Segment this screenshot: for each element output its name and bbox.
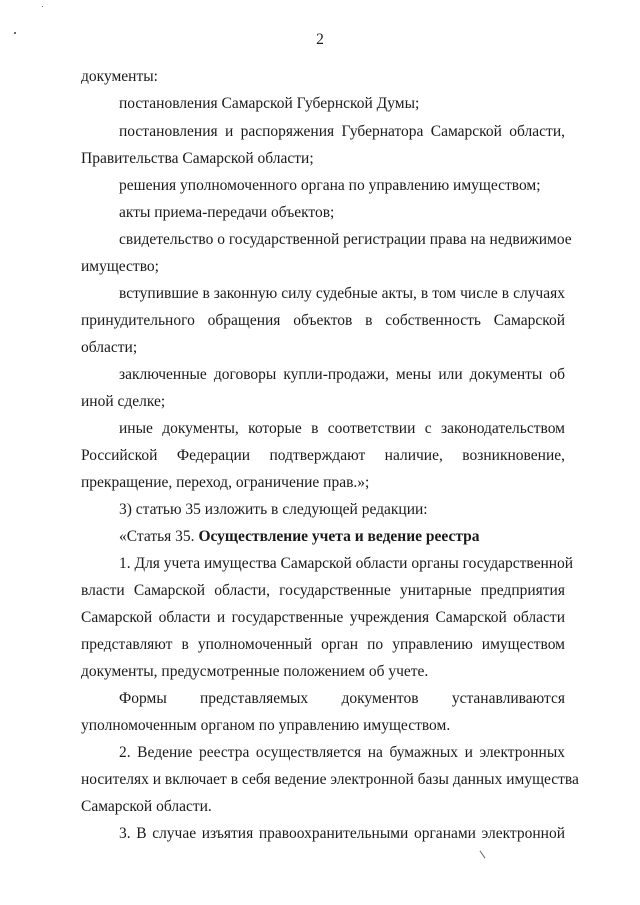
scan-speck: [14, 32, 16, 34]
text-line: постановления Самарской Губернской Думы;: [119, 95, 420, 112]
word: представляемых: [200, 690, 309, 707]
text-line: имущество;: [81, 258, 159, 275]
text-line: Правительства Самарской области;: [81, 150, 314, 167]
text-line: иной сделке;: [81, 393, 166, 410]
text-line: прекращение, переход, ограничение прав.»;: [81, 474, 370, 491]
text-line: постановления и распоряжения Губернатора Самарской области,: [119, 123, 565, 140]
text-line: Российской Федерации подтверждают наличие, возникновение,: [81, 447, 565, 464]
scan-mark-line: [480, 851, 486, 859]
text-line: носителях и включает в себя ведение электронной базы данных имущества: [81, 771, 579, 788]
text-line: области;: [81, 339, 138, 356]
text-line: представляют в уполномоченный орган по управлению имуществом: [81, 636, 565, 653]
text-line: документы, предусмотренные положением об учете.: [81, 663, 429, 680]
article-heading-line: [119, 526, 565, 548]
word: документов: [341, 690, 419, 707]
scan-speck: [42, 6, 43, 7]
text-line: вступившие в законную силу судебные акты, в том числе в случаях: [119, 285, 565, 302]
article-title: Осуществление учета и ведение реестра: [198, 528, 480, 545]
text-line: уполномоченным органом по управлению имуществом.: [81, 717, 451, 734]
text-line: [119, 688, 565, 710]
text-line: 2. Ведение реестра осуществляется на бумажных и электронных: [119, 744, 565, 761]
text-line: свидетельство о государственной регистрации права на недвижимое: [119, 231, 572, 248]
text-line: власти Самарской области, государственные унитарные предприятия: [81, 582, 565, 599]
article-number: «Статья 35.: [119, 528, 199, 545]
text-line: 1. Для учета имущества Самарской области органы государственной: [119, 555, 574, 572]
text-line: иные документы, которые в соответствии с законодательством: [119, 420, 565, 437]
text-line: принудительного обращения объектов в собственность Самарской: [81, 312, 565, 329]
text-line: 3. В случае изъятия правоохранительными органами электронной: [119, 825, 565, 842]
text-line: заключенные договоры купли-продажи, мены или документы об: [119, 366, 565, 383]
text-line: Самарской области.: [81, 798, 212, 815]
text-line: Самарской области и государственные учреждения Самарской области: [81, 609, 565, 626]
word: устанавливаются: [451, 690, 565, 707]
text-line: решения уполномоченного органа по управлению имуществом;: [119, 177, 541, 194]
text-line: документы:: [81, 68, 158, 85]
text-line: 3) статью 35 изложить в следующей редакции:: [119, 501, 428, 518]
text-line: акты приема-передачи объектов;: [119, 204, 335, 221]
word: Формы: [119, 690, 167, 707]
page-number: 2: [316, 31, 324, 48]
